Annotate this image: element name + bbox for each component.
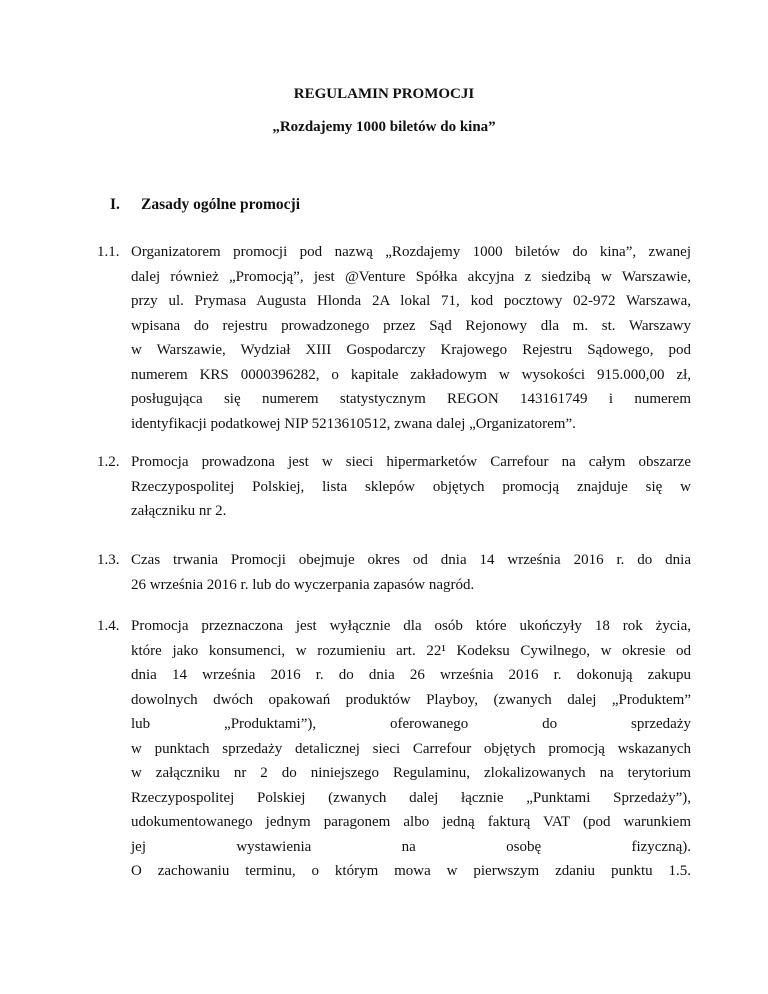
text-line: dnia 14 września 2016 r. do dnia 26 września 2016 r. dokonują zakupu <box>131 667 691 683</box>
document-subtitle: „Rozdajemy 1000 biletów do kina” <box>272 119 496 135</box>
paragraph-number: 1.2. <box>97 454 120 470</box>
text-line: wpisana do rejestru prowadzonego przez Sąd Rejonowy dla m. st. Warszawy <box>131 317 691 334</box>
text-line: O zachowaniu terminu, o którym mowa w pierwszym zdaniu punktu 1.5. <box>131 863 691 879</box>
text-line: które jako konsumenci, w rozumieniu art. 22¹ Kodeksu Cywilnego, w okresie od <box>131 642 691 659</box>
text-line: Czas trwania Promocji obejmuje okres od dnia 14 września 2016 r. do dnia <box>131 552 691 568</box>
text-line: załączniku nr 2. <box>131 503 227 519</box>
text-line: jej wystawienia na osobę fizyczną). <box>131 838 691 855</box>
paragraph-body <box>131 548 691 597</box>
section-number: I. <box>110 196 120 213</box>
text-line: udokumentowanego jednym paragonem albo jedną fakturą VAT (pod warunkiem <box>131 814 691 830</box>
text-line: posługująca się numerem statystycznym REGON 143161749 i numerem <box>131 391 691 407</box>
text-line: Promocja przeznaczona jest wyłącznie dla osób które ukończyły 18 rok życia, <box>131 618 691 634</box>
paragraph-number: 1.4. <box>97 618 120 634</box>
text-line: numerem KRS 0000396282, o kapitale zakładowym w wysokości 915.000,00 zł, <box>131 366 691 383</box>
paragraph-number: 1.3. <box>97 552 120 568</box>
text-line: przy ul. Prymasa Augusta Hlonda 2A lokal 71, kod pocztowy 02-972 Warszawa, <box>131 293 691 309</box>
text-line: w załączniku nr 2 do niniejszego Regulaminu, zlokalizowanych na terytorium <box>131 765 691 781</box>
text-line: lub „Produktami”), oferowanego do sprzedaży <box>131 716 691 732</box>
text-line: Rzeczypospolitej Polskiej (zwanych dalej łącznie „Punktami Sprzedaży”), <box>131 789 691 806</box>
text-line: Rzeczypospolitej Polskiej, lista sklepów objętych promocją znajduje się w <box>131 478 691 495</box>
text-line: identyfikacji podatkowej NIP 5213610512, zwana dalej „Organizatorem”. <box>131 415 576 432</box>
text-line: w punktach sprzedaży detalicznej sieci Carrefour objętych promocją wskazanych <box>131 740 691 757</box>
paragraph-body <box>131 614 691 884</box>
text-line: dowolnych dwóch opakowań produktów Playboy, (zwanych dalej „Produktem” <box>131 691 691 708</box>
text-line: w Warszawie, Wydział XIII Gospodarczy Krajowego Rejestru Sądowego, pod <box>131 342 691 358</box>
text-line: Promocja prowadzona jest w sieci hipermarketów Carrefour na całym obszarze <box>131 454 691 470</box>
paragraph-body <box>131 240 691 436</box>
section-title: Zasady ogólne promocji <box>141 196 301 213</box>
text-line: Organizatorem promocji pod nazwą „Rozdajemy 1000 biletów do kina”, zwanej <box>131 244 691 260</box>
paragraph-body <box>131 450 691 524</box>
paragraph-number: 1.1. <box>97 244 120 260</box>
text-line: dalej również „Promocją”, jest @Venture Spółka akcyjna z siedzibą w Warszawie, <box>131 268 691 285</box>
document-title: REGULAMIN PROMOCJI <box>293 86 475 102</box>
text-line: 26 września 2016 r. lub do wyczerpania zapasów nagród. <box>131 576 475 593</box>
